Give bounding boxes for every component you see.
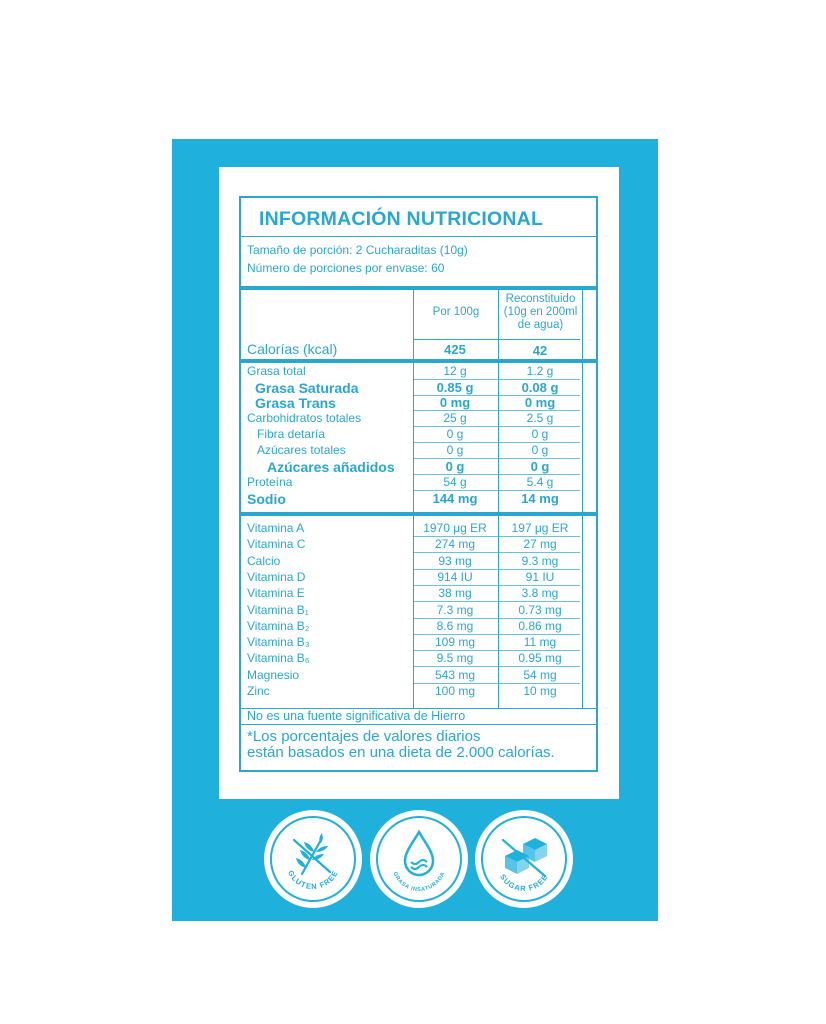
wheat-crossed-icon: [264, 810, 362, 908]
vitamin-reconst: 3.8 mg: [521, 586, 559, 600]
vitamin-per100: 8.6 mg: [436, 619, 474, 633]
nutrient-row: [241, 459, 596, 475]
unsaturated-fat-badge: [370, 810, 468, 908]
nutrient-label: Carbohidratos totales: [247, 411, 362, 425]
badge-label: SUGAR FREE: [498, 872, 550, 894]
vitamin-row: [241, 586, 596, 602]
vitamin-label: Vitamina D: [247, 570, 306, 584]
vitamin-reconst: 54 mg: [523, 668, 557, 682]
vitamin-label: Vitamina B₂: [247, 619, 310, 633]
nutrient-label: Grasa Saturada: [255, 380, 359, 396]
disclaimer-line: *Los porcentajes de valores diarios: [247, 728, 481, 745]
badge-label: GLUTEN FREE: [285, 868, 340, 892]
col-header-per100: Por 100g: [432, 306, 480, 318]
vitamin-per100: 109 mg: [434, 635, 476, 649]
table-title: INFORMACIÓN NUTRICIONAL: [259, 208, 544, 230]
vitamin-reconst: 9.3 mg: [521, 554, 559, 568]
vitamin-label: Vitamina E: [247, 586, 305, 600]
sugar-free-badge: [475, 810, 573, 908]
vitamin-label: Vitamina A: [247, 521, 305, 535]
vitamin-row: [241, 651, 596, 667]
divider: [241, 724, 596, 725]
nutrient-row: [241, 364, 596, 380]
nutrient-label: Azúcares añadidos: [267, 459, 395, 475]
vitamin-reconst: 0.95 mg: [518, 651, 562, 665]
vitamin-per100: 914 IU: [437, 570, 473, 584]
nutrient-label: Grasa total: [247, 364, 306, 378]
nutrient-row: [241, 491, 596, 507]
svg-text:SUGAR FREE: [498, 872, 550, 893]
nutrient-row: [241, 443, 596, 459]
vitamin-row: [241, 635, 596, 651]
col-header-line: de agua): [517, 319, 564, 331]
nutrient-row: [241, 395, 596, 411]
col-header-line: Reconstituido: [505, 293, 576, 305]
iron-note: No es una fuente significativa de Hierro: [247, 709, 466, 723]
vitamin-row: [241, 537, 596, 553]
nutrient-per100: 0 g: [446, 443, 464, 457]
vitamin-label: Magnesio: [247, 668, 300, 682]
vitamin-reconst: 27 mg: [523, 537, 557, 551]
nutrient-reconst: 0.08 g: [521, 380, 559, 395]
thick-divider: [241, 286, 596, 290]
servings-per-container: Número de porciones por envase: 60: [247, 261, 445, 275]
vitamin-label: Vitamina B₁: [247, 603, 309, 617]
vitamin-label: Vitamina B₃: [247, 635, 310, 649]
nutrient-label: Fibra detaría: [257, 427, 326, 441]
vitamin-row: [241, 619, 596, 635]
nutrient-row: [241, 411, 596, 427]
sugar-cubes-icon: [475, 810, 573, 908]
divider: [241, 236, 596, 237]
serving-size: Tamaño de porción: 2 Cucharaditas (10g): [247, 243, 468, 257]
vitamin-reconst: 91 IU: [525, 570, 555, 584]
nutrient-reconst: 2.5 g: [526, 411, 554, 425]
nutrient-per100: 144 mg: [432, 491, 478, 506]
nutrient-reconst: 0 mg: [524, 395, 556, 410]
calories-row: [241, 341, 596, 359]
drop-icon: [370, 810, 468, 908]
nutrient-per100: 0.85 g: [436, 380, 474, 395]
disclaimer-line: están basados en una dieta de 2.000 calorías.: [247, 744, 555, 761]
calories-label: Calorías (kcal): [247, 341, 338, 357]
calories-per100: 425: [444, 342, 466, 357]
vitamin-row: [241, 603, 596, 619]
vitamin-per100: 38 mg: [438, 586, 472, 600]
nutrient-reconst: 0 g: [531, 443, 549, 457]
vitamin-per100: 543 mg: [434, 668, 476, 682]
nutrient-reconst: 5.4 g: [526, 475, 554, 489]
svg-text:GLUTEN FREE: [286, 869, 340, 891]
vitamin-reconst: 10 mg: [523, 684, 557, 698]
nutrient-label: Sodio: [247, 491, 286, 507]
gluten-free-badge: [264, 810, 362, 908]
nutrient-per100: 25 g: [443, 411, 467, 425]
nutrient-per100: 0 g: [446, 427, 464, 441]
vitamin-row: [241, 570, 596, 586]
nutrient-per100: 54 g: [443, 475, 467, 489]
col-header-reconstituted: [499, 293, 582, 332]
badge-label: GRASA INSATURADA: [391, 871, 447, 894]
nutrient-per100: 0 mg: [439, 395, 471, 410]
row-divider: [414, 601, 580, 602]
nutrient-row: [241, 475, 596, 491]
nutrient-label: Grasa Trans: [255, 395, 336, 411]
vitamin-label: Calcio: [247, 554, 281, 568]
vitamin-label: Vitamina B₆: [247, 651, 310, 665]
vitamin-per100: 100 mg: [434, 684, 476, 698]
vitamin-label: Zinc: [247, 684, 270, 698]
vitamin-row: [241, 668, 596, 684]
nutrition-facts-table: [239, 196, 598, 772]
nutrient-row: [241, 427, 596, 443]
nutrient-reconst: 0 g: [530, 459, 550, 474]
vitamin-per100: 274 mg: [434, 537, 476, 551]
vitamin-row: [241, 554, 596, 570]
calories-reconst: 42: [532, 343, 548, 358]
vitamin-reconst: 197 μg ER: [511, 521, 569, 535]
nutrient-label: Proteína: [247, 475, 293, 489]
col-header-line: (10g en 200ml: [503, 306, 578, 318]
vitamin-row: [241, 684, 596, 700]
vitamin-reconst: 11 mg: [523, 635, 557, 649]
vitamin-per100: 7.3 mg: [436, 603, 474, 617]
vitamin-per100: 93 mg: [438, 554, 472, 568]
vitamin-label: Vitamina C: [247, 537, 306, 551]
nutrient-reconst: 14 mg: [521, 491, 559, 506]
nutrient-row: [241, 380, 596, 396]
nutrient-label: Azúcares totales: [257, 443, 346, 457]
divider: [413, 339, 580, 340]
row-divider: [414, 666, 580, 667]
vitamin-per100: 9.5 mg: [436, 651, 474, 665]
thick-divider: [241, 359, 596, 363]
row-divider: [414, 552, 580, 553]
vitamin-per100: 1970 μg ER: [423, 521, 487, 535]
vitamin-reconst: 0.73 mg: [518, 603, 562, 617]
nutrient-reconst: 1.2 g: [526, 364, 554, 378]
thick-divider: [241, 512, 596, 516]
nutrient-per100: 12 g: [443, 364, 467, 378]
vitamin-row: [241, 521, 596, 537]
nutrient-per100: 0 g: [445, 459, 465, 474]
vitamin-reconst: 0.86 mg: [518, 619, 562, 633]
nutrient-reconst: 0 g: [531, 427, 549, 441]
